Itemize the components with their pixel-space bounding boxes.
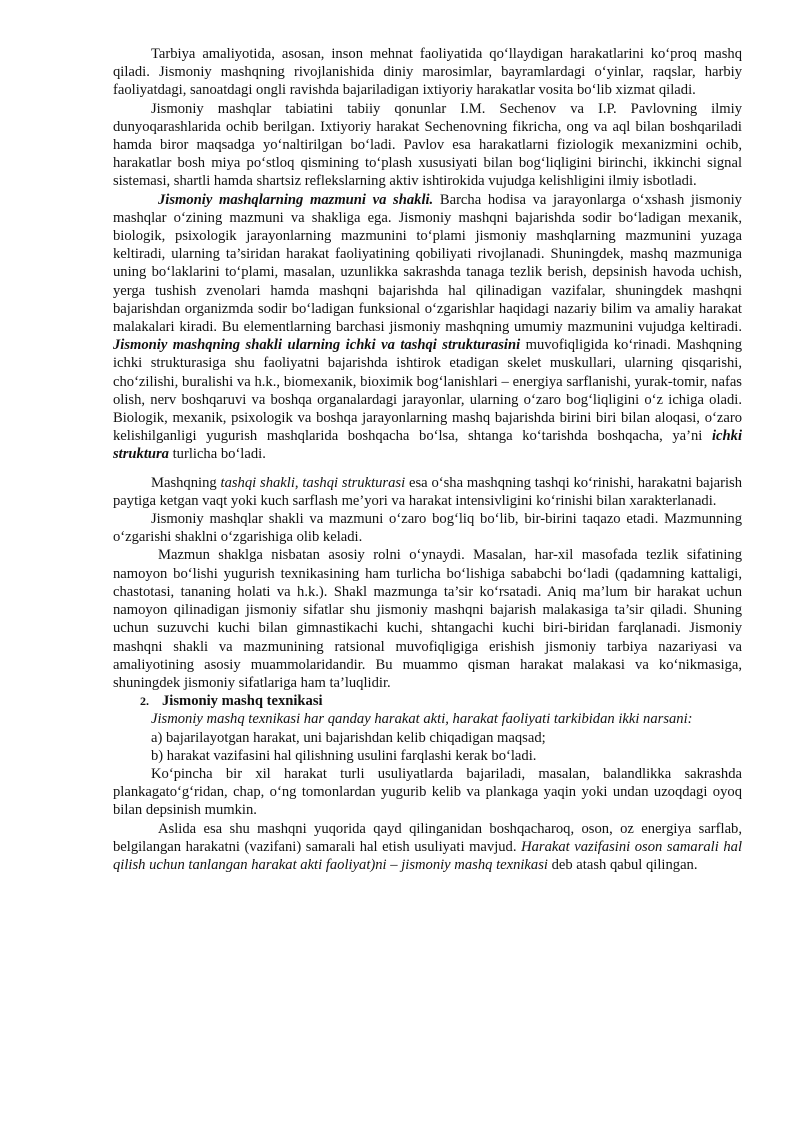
- term-outer-form: tashqi shakli: [220, 474, 295, 491]
- paragraph-4-text-b: ,: [294, 474, 303, 491]
- paragraph-4-text-c: esa o‘sha mashqning tashqi ko‘rinishi, harakatni bajarish paytiga ketgan vaqt yoki kuch sarflash me’yori va harakat intensivligini ko‘rinishi bilan xarakterlanadi.: [113, 474, 743, 509]
- paragraph-4-text-a: Mashqning: [151, 474, 221, 491]
- list-item-b: b) harakat vazifasini hal qilishning usulini farqlashi kerak bo‘ladi.: [151, 747, 537, 764]
- paragraph-1: Tarbiya amaliyotida, asosan, inson mehnat faoliyatida qo‘llaydigan harakatlarini ko‘proq mashq qiladi. Jismoniy mashqning rivojlanishida diniy marosimlar, bayramlardagi o‘yinlar, raqslar, harbiy faoliyatdagi, sanoatdagi ongli ravishda bajariladigan ixtiyoriy harakatlar vosita bo‘lib xizmat qiladi.: [113, 46, 742, 99]
- term-outer-structure: tashqi strukturasi: [302, 474, 406, 491]
- paragraph-2: Jismoniy mashqlar tabiatini tabiiy qonunlar I.M. Sechenov va I.P. Pavlovning ilmiy dunyoqarashlarida ochib berilgan. Ixtiyoriy harakat Sechenovning fikricha, ong va aql bilan boshqariladi hamda biror maqsadga yo‘naltirilgan bo‘ladi. Pavlov esa harakatlarni fiziologik mexanizmini ochib, harakatlar bosh miya po‘stloq qismining to‘plash xususiyati bilan bog‘liqligini birinchi, ikkinchi signal sistemasi, shartli hamda shartsiz reflekslarning aktiv ishtirokida vujudga kelishligini ilmiy isbotladi.: [113, 100, 742, 190]
- section-title-content-form: Jismoniy mashqlarning mazmuni va shakli.: [158, 191, 434, 208]
- section-heading-text: Jismoniy mashq texnikasi: [162, 693, 323, 710]
- paragraph-4: [113, 474, 742, 510]
- paragraph-7: Jismoniy mashq texnikasi har qanday harakat akti, harakat faoliyati tarkibidan ikki narsani:: [151, 711, 693, 728]
- paragraph-9-text-b: deb atash qabul qilingan.: [547, 856, 698, 873]
- term-exercise-technique: Harakat vazifasini oson samarali hal qilish uchun tanlangan harakat akti faoliyat)ni – jismoniy mashq texnikasi: [113, 838, 742, 873]
- paragraph-5: Jismoniy mashqlar shakli va mazmuni o‘zaro bog‘liq bo‘lib, bir-birini taqazo etadi. Mazmunning o‘zgarishi shaklni o‘zgarishiga olib keladi.: [113, 511, 742, 546]
- term-inner-structure: ichki struktura: [113, 428, 742, 463]
- paragraph-6: Mazmun shaklga nisbatan asosiy rolni o‘ynaydi. Masalan, har-xil masofada tezlik sifatining namoyon bo‘lishi yugurish texnikasining ham turlicha bo‘lishiga sababchi bo‘ladi (qadamning kattaligi, chastotasi, tananing holati va h.k.). Shakl mazmunga ta’sir ko‘rsatadi. Aniq ma’lum bir harakat uchun namoyon qilinadigan jismoniy sifatlar shu jismoniy mashqni bajarish malakasiga ta’sir qiladi. Shuning uchun suzuvchi kuchi bilan gimnastikachi kuchi, shtangachi kuchi biri-biridan farqlanadi. Jismoniy mashqni shakli va mazmunining ratsional muvofiqligiga erishish jismoniy tarbiya nazariyasi va amaliyotining asosiy muammolaridandir. Bu muammo qisman harakat malakasi va ko‘nikmasiga, shuningdek jismoniy sifatlariga ham ta’luqlidir.: [113, 547, 742, 691]
- paragraph-9: [113, 820, 742, 875]
- section-heading: [113, 692, 742, 710]
- term-form-structure: Jismoniy mashqning shakli ularning ichki va tashqi strukturasini: [113, 337, 521, 354]
- list-item-a: a) bajarilayotgan harakat, uni bajarishdan kelib chiqadigan maqsad;: [151, 729, 546, 746]
- paragraph-3: [113, 191, 742, 464]
- paragraph-3-text-c: turlicha bo‘ladi.: [168, 446, 266, 463]
- paragraph-3-text-b: muvofiqligida ko‘rinadi. Mashqning ichki strukturasiga shu faoliyatni bajarishda ishtirok etadigan skelet muskullari, ularning qisqarishi, cho‘zilishi, buralishi va h.k., biomexanik, bioximik bog‘lanishlari – energiya sarflanishi, yurak-tomir, nafas olish, nerv boshqaruvi va boshqa organalardagi jarayonlar, ularning o‘zaro bog‘liqligini o‘z ichiga oladi. Biologik, mexanik, psixologik va boshqa jarayonlarning mashq bajarishda birini biri bilan aloqasi, o‘zaro kelishilganligi yugurish mashqlarida boshqacha bo‘lsa, shtanga ko‘tarishda boshqacha, ya’ni: [113, 337, 742, 445]
- section-number: 2.: [140, 694, 149, 709]
- paragraph-9-text-a: Aslida esa shu mashqni yuqorida qayd qilinganidan boshqacharoq, oson, oz energiya sarflab, belgilangan harakatni (vazifani) samarali hal etish usuliyati mavjud.: [113, 820, 742, 855]
- paragraph-8: Ko‘pincha bir xil harakat turli usuliyatlarda bajariladi, masalan, balandlikka sakrashda plankagato‘g‘ridan, chap, o‘ng tomonlardan yugurib kelib va plankaga yaqin yoki undan uzoqdagi oyoq bilan depsinish mumkin.: [113, 765, 742, 819]
- paragraph-3-text-a: Barcha hodisa va jarayonlarga o‘xshash jismoniy mashqlar o‘zining mazmuni va shakliga ega. Jismoniy mashqni bajarishda sodir bo‘ladigan mexanik, biologik, psixologik jarayonlarning mazmunini to‘plami jismoniy mashqlarning mazmunini yuzaga keltiradi, ularning ta’siridan harakat faoliyatining qobiliyati rivojlanadi. Shuningdek, mashq mazmuniga uning bo‘laklarini to‘plami, masalan, uzunlikka sakrashda tanaga tezlik berish, depsinish havoda uchish, yerga tushish zvenolari hamda mashqni bajarishda hal qilinadigan vazifalar, shuningdek mashqni bajarishdan organizmda sodir bo‘ladigan funksional o‘zgarishlar haqidagi nazariy bilim va amaliy harakat malakalari kiradi. Bu elementlarning barchasi jismoniy mashqning umumiy mazmunini vujudga keltiradi.: [113, 191, 742, 336]
